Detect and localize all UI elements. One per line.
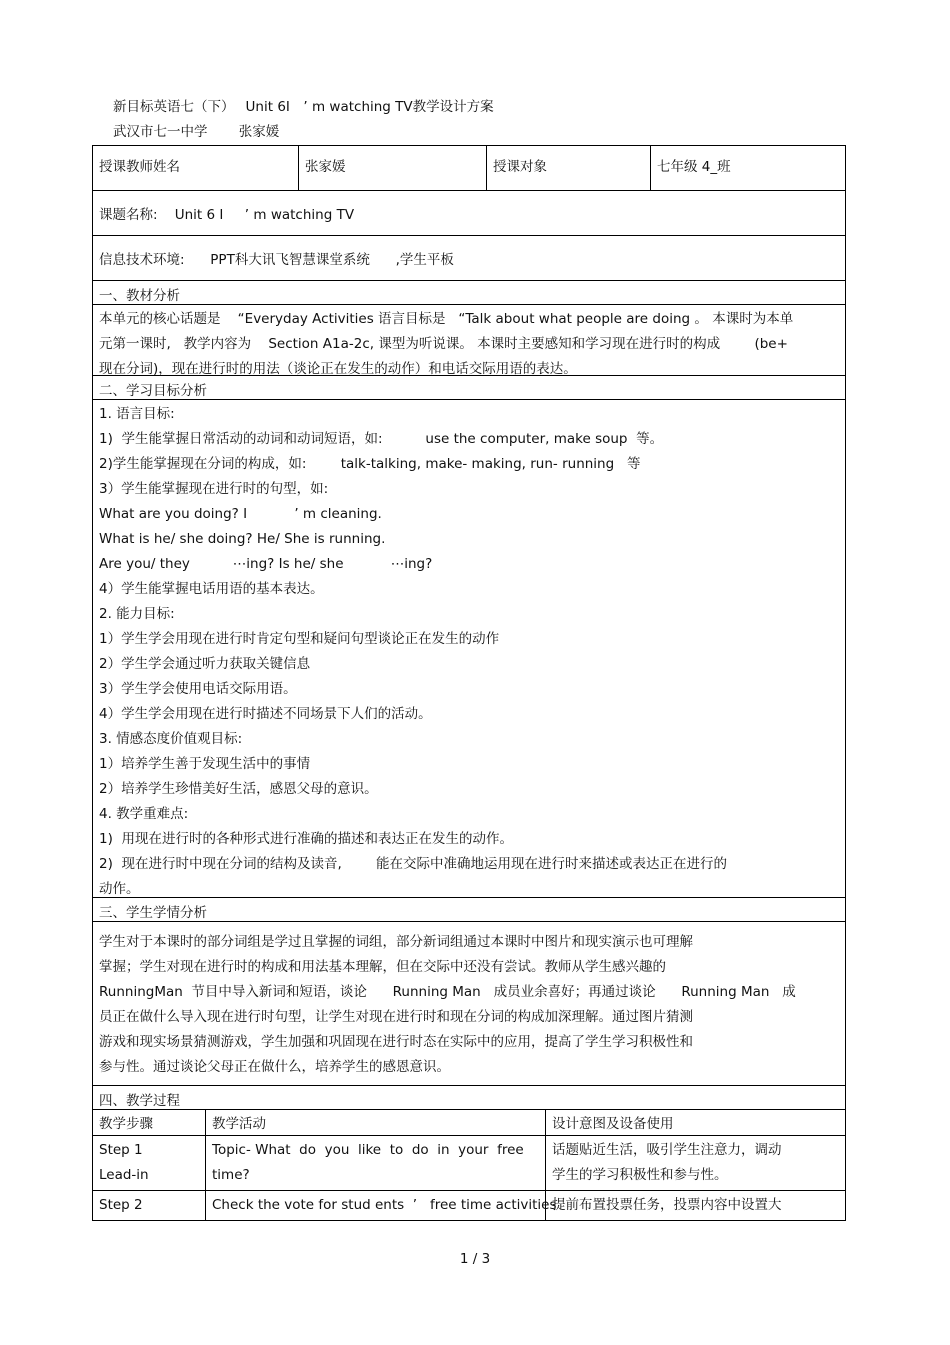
text-line: 游戏和现实场景猜测游戏，学生加强和巩固现在进行时态在实际中的应用，提高了学生学习积极性和: [99, 1034, 693, 1050]
text-line: Step 2: [99, 1197, 143, 1213]
text-line: 1) 学生能掌握日常活动的动词和动词短语，如: use the computer, make soup 等。: [99, 431, 664, 447]
text-line: Check the vote for stud ents ’ free time activities: [212, 1197, 557, 1213]
process-table: [92, 1110, 846, 1221]
text-line: 学生的学习积极性和参与性。: [552, 1167, 728, 1183]
target-value: 七年级 4_班: [657, 159, 731, 175]
section-title-material: 一、教材分析: [92, 281, 846, 305]
text-line: 4）学生能掌握电话用语的基本表达。: [99, 581, 324, 597]
student-analysis: [92, 922, 846, 1086]
material-analysis: [92, 305, 846, 376]
activity-cell: [206, 1136, 546, 1190]
lesson-plan-table: [92, 145, 846, 1221]
target-label: 授课对象: [487, 146, 651, 190]
text-line: What is he/ she doing? He/ She is running.: [99, 531, 386, 547]
text-line: 动作。: [99, 881, 140, 897]
step-cell: [93, 1136, 206, 1190]
design-cell: [546, 1136, 845, 1190]
text-line: 现在分词)，现在进行时的用法（谈论正在发生的动作）和电话交际用语的表达。: [99, 361, 577, 377]
text-line: 掌握；学生对现在进行时的构成和用法基本理解，但在交际中还没有尝试。教师从学生感兴趣的: [99, 959, 666, 975]
text-line: 1）学生学会用现在进行时肯定句型和疑问句型谈论正在发生的动作: [99, 631, 500, 647]
process-header-row: [93, 1110, 845, 1136]
text-line: 1）培养学生善于发现生活中的事情: [99, 756, 311, 772]
text-line: RunningMan 节目中导入新词和短语，谈论 Running Man 成员业余喜好；再通过谈论 Running Man 成: [99, 984, 796, 1000]
tech-row: 信息技术环境: PPT科大讯飞智慧课堂系统 ,学生平板: [92, 236, 846, 281]
design-cell: [546, 1191, 845, 1220]
text-line: 2）培养学生珍惜美好生活，感恩父母的意识。: [99, 781, 378, 797]
section-title-objectives: 二、学习目标分析: [92, 376, 846, 400]
teacher-name: 张家媛: [299, 146, 487, 190]
info-row: [92, 145, 846, 191]
teacher-label: 授课教师姓名: [93, 146, 299, 190]
text-line: 4. 教学重难点:: [99, 806, 189, 822]
text-line: 员正在做什么导入现在进行时句型，让学生对现在进行时和现在分词的构成加深理解。通过图片猜测: [99, 1009, 693, 1025]
col-activity: 教学活动: [206, 1110, 546, 1135]
text-line: 元第一课时, 教学内容为 Section A1a-2c, 课型为听说课。 本课时主要感知和学习现在进行时的构成 (be+: [99, 336, 788, 352]
text-line: What are you doing? I ’ m cleaning.: [99, 506, 382, 522]
text-line: 提前布置投票任务，投票内容中设置大: [552, 1197, 782, 1213]
text-line: 2）学生学会通过听力获取关键信息: [99, 656, 311, 672]
process-row: [93, 1136, 845, 1191]
section-title-students: 三、学生学情分析: [92, 898, 846, 922]
doc-author: 武汉市七一中学 张家媛: [113, 124, 280, 140]
text-line: 2)学生能掌握现在分词的构成，如: talk-talking, make- making, run- running 等: [99, 456, 641, 472]
text-line: Lead-in: [99, 1167, 149, 1183]
col-step: 教学步骤: [93, 1110, 206, 1135]
process-row: [93, 1191, 845, 1220]
text-line: Are you/ they ⋯ing? Is he/ she ⋯ing?: [99, 556, 433, 572]
col-design: 设计意图及设备使用: [552, 1116, 674, 1132]
text-line: 4）学生学会用现在进行时描述不同场景下人们的活动。: [99, 706, 432, 722]
section-title-process: 四、教学过程: [92, 1086, 846, 1110]
learning-objectives: [92, 400, 846, 898]
text-line: 话题贴近生活，吸引学生注意力，调动: [552, 1142, 782, 1158]
text-line: 3. 情感态度价值观目标:: [99, 731, 243, 747]
doc-title: 新目标英语七（下） Unit 6I ’ m watching TV教学设计方案: [113, 99, 494, 115]
text-line: 2. 能力目标:: [99, 606, 175, 622]
text-line: time?: [212, 1167, 250, 1183]
text-line: 3）学生学会使用电话交际用语。: [99, 681, 297, 697]
text-line: Step 1: [99, 1142, 143, 1158]
text-line: 本单元的核心话题是 “Everyday Activities 语言目标是 “Talk about what people are doing 。 本课时为本单: [99, 311, 794, 327]
text-line: 3）学生能掌握现在进行时的句型，如:: [99, 481, 329, 497]
text-line: 参与性。通过谈论父母正在做什么，培养学生的感恩意识。: [99, 1059, 450, 1075]
text-line: 2) 现在进行时中现在分词的结构及读音, 能在交际中准确地运用现在进行时来描述或表达正在进行的: [99, 856, 728, 872]
activity-cell: [206, 1191, 557, 1220]
text-line: 1) 用现在进行时的各种形式进行准确的描述和表达正在发生的动作。: [99, 831, 513, 847]
page-number: 1 / 3: [459, 1251, 491, 1267]
topic-row: 课题名称: Unit 6 I ’ m watching TV: [92, 191, 846, 236]
text-line: Topic- What do you like to do in your free: [212, 1142, 524, 1158]
text-line: 1. 语言目标:: [99, 406, 175, 422]
text-line: 学生对于本课时的部分词组是学过且掌握的词组，部分新词组通过本课时中图片和现实演示也可理解: [99, 934, 693, 950]
step-cell: [93, 1191, 206, 1220]
